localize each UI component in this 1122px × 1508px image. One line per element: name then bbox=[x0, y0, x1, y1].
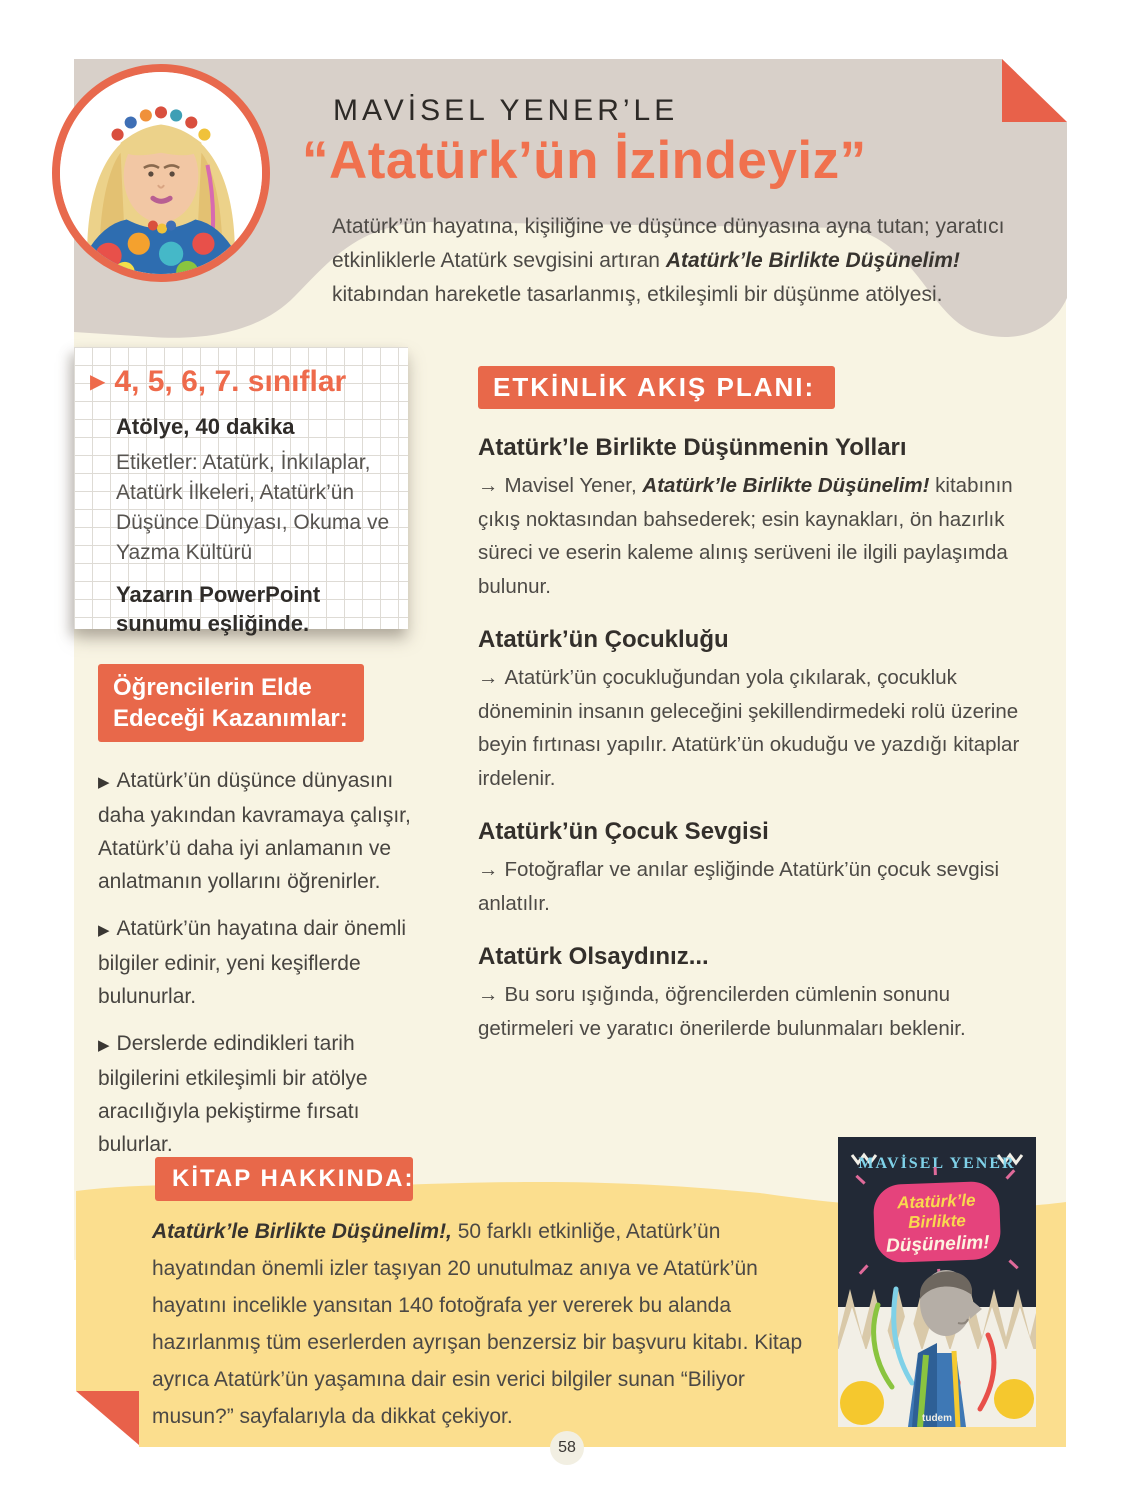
plan-section-text: → Atatürk’ün çocukluğundan yola çıkılarak, çocukluk döneminin insanın geleceğini şekillendirmedeki rolü üzerine beyin fırtınası yapılır. Atatürk’ün okuduğu ve yazdığı kitaplar irdelenir. bbox=[478, 666, 1020, 790]
corner-fold-top-right-icon bbox=[1002, 59, 1067, 122]
about-book-title: Atatürk’le Birlikte Düşünelim!, bbox=[152, 1220, 452, 1243]
plan-section-heading: Atatürk’ün Çocuk Sevgisi bbox=[478, 818, 769, 845]
book-title-line3: Düşünelim! bbox=[885, 1232, 990, 1257]
plan-sections bbox=[478, 434, 1030, 1045]
book-title-line1: Atatürk’le bbox=[896, 1190, 976, 1213]
grades-note-card bbox=[74, 347, 408, 636]
book-cover bbox=[838, 1137, 1036, 1427]
book-publisher: tudem bbox=[922, 1413, 952, 1424]
gains-title-box: Öğrencilerin Elde Edeceği Kazanımlar: bbox=[98, 664, 364, 742]
yellow-blob bbox=[840, 1381, 884, 1425]
book-author: MAVİSEL YENER bbox=[858, 1155, 1016, 1172]
corner-fold-bottom-left-icon bbox=[76, 1391, 139, 1445]
page-number-badge bbox=[550, 1431, 584, 1465]
avatar bbox=[52, 64, 270, 282]
list-item: ▶ Derslerde edindikleri tarih bilgilerini etkileşimli bir atölye aracılığıyla pekiştirme fırsatı bulurlar. bbox=[98, 1032, 368, 1156]
plan-section-text: → Bu soru ışığında, öğrencilerden cümlenin sonunu getirmeleri ve yaratıcı önerilerde bulunmaları beklenir. bbox=[478, 983, 966, 1040]
about-paragraph bbox=[152, 1213, 828, 1435]
plan-section-heading: Atatürk Olsaydınız... bbox=[478, 943, 709, 970]
book-cover-illustration bbox=[838, 1137, 1036, 1427]
page-title: “Atatürk’ün İzindeyiz” bbox=[302, 131, 867, 190]
plan-section-heading: Atatürk’ün Çocukluğu bbox=[478, 626, 729, 653]
arrow-icon: → bbox=[478, 983, 499, 1006]
play-triangle-icon: ▶ bbox=[98, 774, 110, 791]
powerpoint-note: Yazarın PowerPoint sunumu eşliğinde. bbox=[116, 582, 321, 636]
play-triangle-icon: ▶ bbox=[98, 922, 110, 939]
arrow-icon: → bbox=[478, 666, 499, 689]
intro-book-title: Atatürk’le Birlikte Düşünelim! bbox=[665, 249, 960, 272]
play-triangle-icon: ▶ bbox=[90, 371, 106, 393]
intro-text-pre: Atatürk’ün hayatına, kişiliğine ve düşünce dünyasına ayna tutan; yaratıcı etkinliklerle Atatürk sevgisini artıran bbox=[332, 215, 1005, 272]
author-kicker: MAVİSEL YENER’LE bbox=[333, 94, 679, 127]
play-triangle-icon: ▶ bbox=[98, 1037, 110, 1054]
session-info: Atölye, 40 dakika bbox=[116, 414, 295, 439]
gains-list bbox=[98, 764, 424, 1175]
about-text: 50 farklı etkinliğe, Atatürk’ün hayatından önemli izler taşıyan 20 unutulmaz anıya ve Atatürk’ün hayatını incelikle yansıtan 140 fotoğrafa yer vererek bu alanda hazırlanmış tüm eserlerden ayrışan benzersiz bir başvuru kitabı. Kitap ayrıca Atatürk’ün yaşamına dair esin verici bilgiler sunan “Biliyor musun?” sayfalarıyla da dikkat çekiyor. bbox=[152, 1220, 803, 1428]
author-portrait-illustration bbox=[60, 72, 262, 274]
about-title-box: KİTAP HAKKINDA: bbox=[155, 1157, 413, 1201]
plan-section-text: → Mavisel Yener, Atatürk’le Birlikte Düşünelim! kitabının çıkış noktasından bahsederek; esin kaynakları, ön hazırlık süreci ve eserin kaleme alınış serüveni ile ilgili paylaşımda bulunur. bbox=[478, 474, 1013, 598]
page-number: 58 bbox=[558, 1439, 576, 1456]
arrow-icon: → bbox=[478, 474, 499, 497]
plan-section-heading: Atatürk’le Birlikte Düşünmenin Yolları bbox=[478, 434, 907, 461]
intro-paragraph bbox=[332, 210, 1032, 312]
plan-title-box: ETKİNLİK AKIŞ PLANI: bbox=[478, 366, 835, 409]
tags-text: Etiketler: Atatürk, İnkılaplar, Atatürk İlkeleri, Atatürk’ün Düşünce Dünyası, Okuma ve Yazma Kültürü bbox=[116, 451, 390, 564]
plan-section-text: → Fotoğraflar ve anılar eşliğinde Atatürk’ün çocuk sevgisi anlatılır. bbox=[478, 858, 1000, 915]
list-item: ▶ Atatürk’ün düşünce dünyasını daha yakından kavramaya çalışır, Atatürk’ü daha iyi anlamanın ve anlatmanın yollarını öğrenirler. bbox=[98, 769, 411, 893]
list-item: ▶ Atatürk’ün hayatına dair önemli bilgiler edinir, yeni keşiflerde bulunurlar. bbox=[98, 917, 407, 1008]
book-title-line2: Birlikte bbox=[907, 1210, 967, 1232]
grades-heading: 4, 5, 6, 7. sınıflar bbox=[114, 365, 347, 398]
intro-text-post: kitabından hareketle tasarlanmış, etkileşimli bir düşünme atölyesi. bbox=[332, 283, 943, 306]
arrow-icon: → bbox=[478, 858, 499, 881]
yellow-blob bbox=[994, 1379, 1034, 1419]
